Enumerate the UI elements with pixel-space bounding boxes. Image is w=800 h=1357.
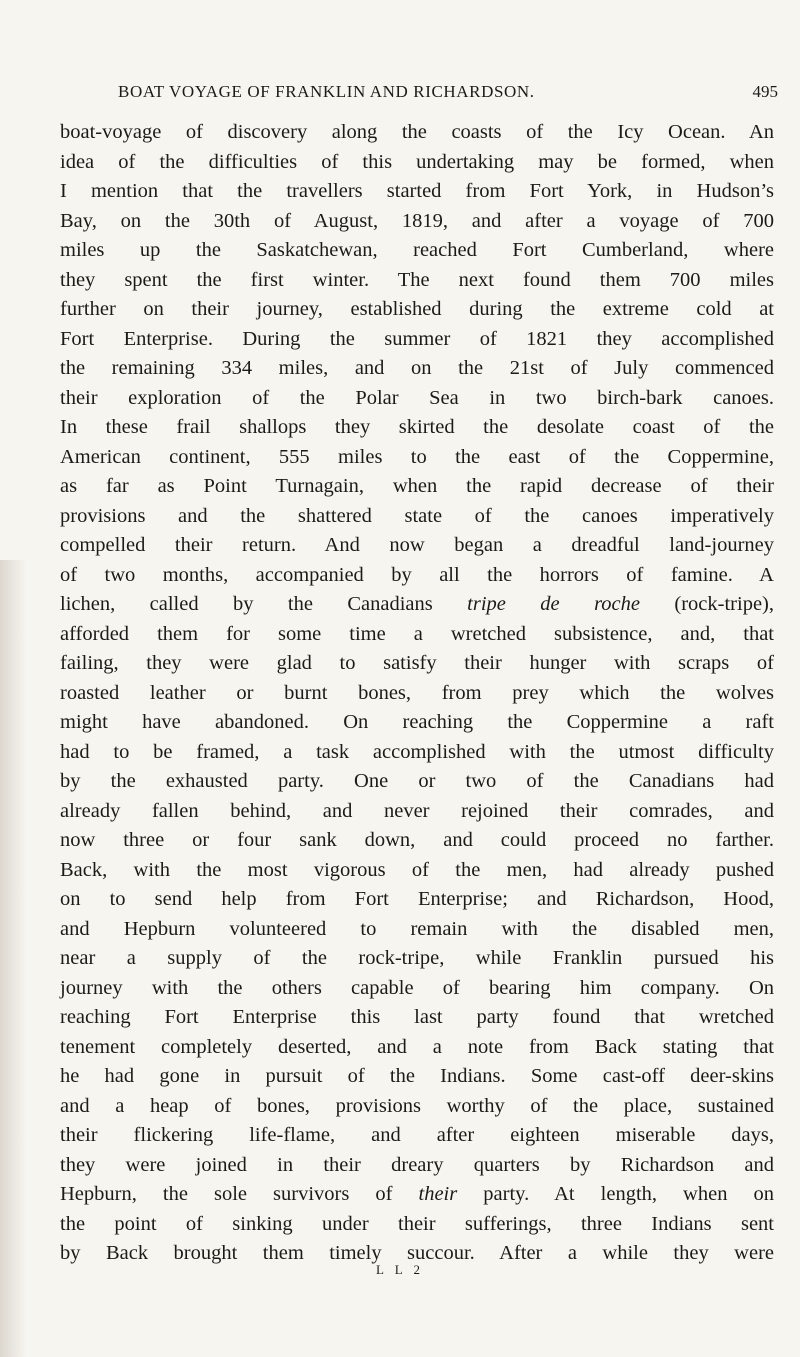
page-edge-shadow bbox=[0, 560, 26, 1357]
text-line: boat-voyage of discovery along the coasts of the Icy Ocean. An bbox=[60, 121, 774, 143]
text-line: now three or four sank down, and could proceed no farther. bbox=[60, 829, 774, 851]
text-line: their flickering life-flame, and after eighteen miserable days, bbox=[60, 1124, 774, 1146]
text-line: tenement completely deserted, and a note from Back stating that bbox=[60, 1035, 774, 1058]
text-line: journey with the others capable of bearing him company. On bbox=[60, 976, 774, 999]
text-line: reaching Fort Enterprise this last party found that wretched bbox=[60, 1006, 774, 1028]
signature-mark: L L 2 bbox=[376, 1262, 424, 1277]
text-line: miles up the Saskatchewan, reached Fort Cumberland, where bbox=[60, 239, 774, 261]
text-line: provisions and the shattered state of the canoes imperatively bbox=[60, 504, 774, 527]
text-line: the point of sinking under their sufferings, three Indians sent bbox=[60, 1212, 774, 1235]
running-title: BOAT VOYAGE OF FRANKLIN AND RICHARDSON. bbox=[118, 82, 535, 101]
text-line: and Hepburn volunteered to remain with the disabled men, bbox=[60, 917, 774, 940]
text-line: by the exhausted party. One or two of the Canadians had bbox=[60, 770, 774, 792]
text-line: failing, they were glad to satisfy their hunger with scraps of bbox=[60, 652, 774, 674]
page-number: 495 bbox=[752, 82, 778, 101]
body-text bbox=[60, 118, 774, 1269]
text-line: by Back brought them timely succour. After a while they were bbox=[60, 1242, 774, 1264]
text-line: In these frail shallops they skirted the desolate coast of the bbox=[60, 416, 774, 438]
text-line: I mention that the travellers started from Fort York, in Hudson’s bbox=[60, 180, 774, 202]
text-line-mixed bbox=[60, 590, 774, 620]
text-line: roasted leather or burnt bones, from prey which the wolves bbox=[60, 681, 774, 704]
text-line: he had gone in pursuit of the Indians. Some cast-off deer-skins bbox=[60, 1065, 774, 1087]
text-line: further on their journey, established during the extreme cold at bbox=[60, 298, 774, 320]
italic-phrase: tripe de roche bbox=[467, 593, 640, 615]
text-line: had to be framed, a task accomplished with the utmost difficulty bbox=[60, 740, 774, 763]
text-line: afforded them for some time a wretched subsistence, and, that bbox=[60, 622, 774, 645]
text-segment: (rock-tripe), bbox=[674, 593, 775, 615]
italic-phrase: their bbox=[418, 1183, 458, 1205]
text-line: Fort Enterprise. During the summer of 1821 they accomplished bbox=[60, 327, 774, 350]
text-line: already fallen behind, and never rejoined their comrades, and bbox=[60, 799, 774, 822]
text-line: American continent, 555 miles to the east of the Coppermine, bbox=[60, 445, 774, 468]
text-line-mixed bbox=[60, 1180, 774, 1210]
text-line: Back, with the most vigorous of the men, had already pushed bbox=[60, 858, 774, 881]
text-line: Bay, on the 30th of August, 1819, and after a voyage of 700 bbox=[60, 209, 774, 232]
text-line: near a supply of the rock-tripe, while Franklin pursued his bbox=[60, 947, 774, 969]
text-line: as far as Point Turnagain, when the rapid decrease of their bbox=[60, 475, 774, 497]
text-line: they were joined in their dreary quarters by Richardson and bbox=[60, 1153, 774, 1176]
text-line: their exploration of the Polar Sea in two birch-bark canoes. bbox=[60, 386, 774, 409]
text-line: and a heap of bones, provisions worthy of the place, sustained bbox=[60, 1094, 774, 1117]
text-line: might have abandoned. On reaching the Coppermine a raft bbox=[60, 711, 774, 733]
text-line: they spent the first winter. The next found them 700 miles bbox=[60, 268, 774, 291]
text-line: the remaining 334 miles, and on the 21st of July commenced bbox=[60, 357, 774, 379]
text-line: compelled their return. And now began a dreadful land-journey bbox=[60, 534, 774, 556]
text-line: on to send help from Fort Enterprise; and Richardson, Hood, bbox=[60, 888, 774, 910]
text-segment: Hepburn, the sole survivors of bbox=[60, 1183, 393, 1205]
text-line: idea of the difficulties of this undertaking may be formed, when bbox=[60, 150, 774, 173]
running-head bbox=[60, 82, 778, 108]
text-line: of two months, accompanied by all the horrors of famine. A bbox=[60, 563, 774, 586]
text-segment: party. At length, when on bbox=[483, 1183, 774, 1205]
text-segment: lichen, called by the Canadians bbox=[60, 593, 433, 615]
